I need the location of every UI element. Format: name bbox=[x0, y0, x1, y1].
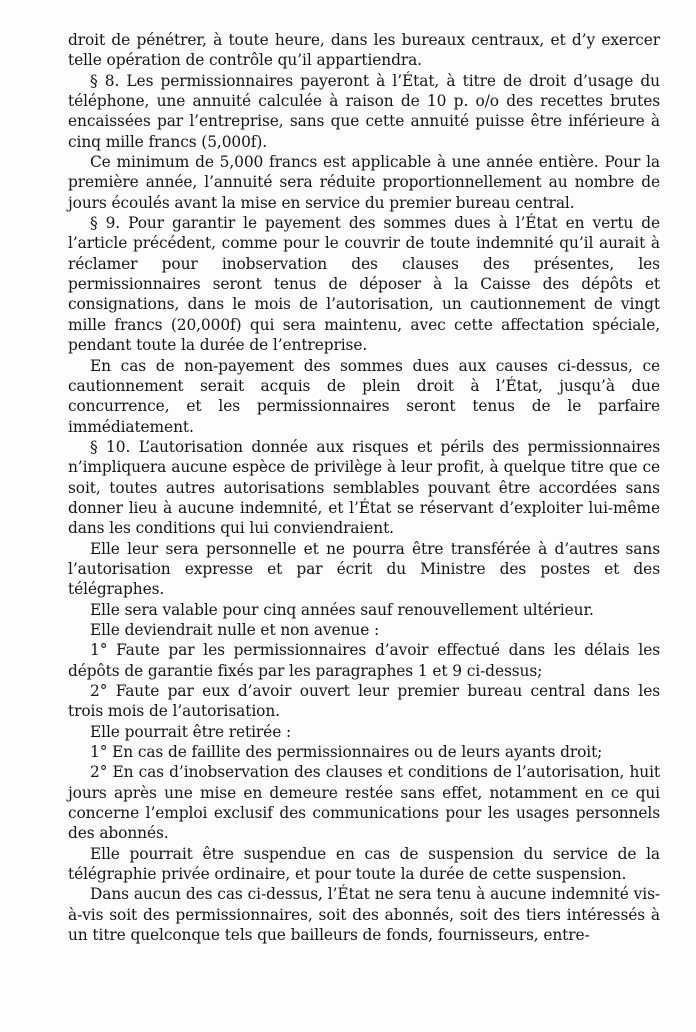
list-item-withdrawn-2: 2° En cas d’inobservation des clauses et conditions de l’autorisation, huit jours après une mise en demeure restée sans effet, notamment en ce qui concerne l’emploi exclusif des communications pour les usages personnels des abonnés. bbox=[68, 763, 660, 843]
paragraph-section-10: § 10. L’autorisation donnée aux risques et périls des permissionnaires n’impliquera aucune espèce de privilège à leur profit, à quelque titre que ce soit, toutes autres autorisations semblables pouvant être accordées sans donner lieu à aucune indemnité, et l’État se réservant d’exploiter lui-même dans les conditions qui lui conviendraient. bbox=[68, 437, 660, 538]
paragraph-section-9: § 9. Pour garantir le payement des sommes dues à l’État en vertu de l’article précédent, comme pour le couvrir de toute indemnité qu’il aurait à réclamer pour inobservation des clauses des présentes, les permissionnaires seront tenus de déposer à la Caisse des dépôts et consignations, dans le mois de l’autorisation, un cautionnement de vingt mille francs (20,000f) qui sera maintenu, avec cette affectation spéciale, pendant toute la durée de l’entreprise. bbox=[68, 214, 660, 355]
list-item-null-2: 2° Faute par eux d’avoir ouvert leur premier bureau central dans les trois mois de l’autorisation. bbox=[68, 682, 660, 721]
paragraph-no-indemnity: Dans aucun des cas ci-dessus, l’État ne sera tenu à aucune indemnité vis-à-vis soit des permissionnaires, soit des abonnés, soit des tiers intéressés à un titre quelconque tels que bailleurs de fonds, fournisseurs, entre- bbox=[68, 885, 660, 945]
paragraph-minimum: Ce minimum de 5,000 francs est applicable à une année entière. Pour la première année, l’annuité sera réduite proportionnellement au nombre de jours écoulés avant la mise en service du premier bureau central. bbox=[68, 153, 660, 212]
document-body bbox=[68, 30, 660, 945]
paragraph-suspended: Elle pourrait être suspendue en cas de suspension du service de la télégraphie privée ordinaire, et pour toute la durée de cette suspension. bbox=[68, 844, 660, 884]
paragraph-non-payment: En cas de non-payement des sommes dues aux causes ci-dessus, ce cautionnement serait acquis de plein droit à l’État, jusqu’à due concurrence, et les permissionnaires seront tenus de le parfaire immédiatement. bbox=[68, 356, 660, 436]
paragraph-personal: Elle leur sera personnelle et ne pourra être transférée à d’autres sans l’autorisation expresse et par écrit du Ministre des postes et des télégraphes. bbox=[68, 539, 660, 599]
paragraph-null-void: Elle deviendrait nulle et non avenue : bbox=[90, 620, 380, 639]
list-item-withdrawn-1: 1° En cas de faillite des permissionnaires ou de leurs ayants droit; bbox=[90, 743, 603, 762]
paragraph-validity: Elle sera valable pour cinq années sauf renouvellement ultérieur. bbox=[90, 600, 594, 619]
list-item-null-1: 1° Faute par les permissionnaires d’avoir effectué dans les délais les dépôts de garantie fixés par les paragraphes 1 et 9 ci-dessus; bbox=[68, 641, 660, 680]
paragraph-withdrawn: Elle pourrait être retirée : bbox=[90, 722, 292, 741]
paragraph-section-8: § 8. Les permissionnaires payeront à l’État, à titre de droit d’usage du téléphone, une annuité calculée à raison de 10 p. o/o des recettes brutes encaissées par l’entreprise, sans que cette annuité puisse être inférieure à cinq mille francs (5,000f). bbox=[68, 71, 660, 151]
paragraph-continued: droit de pénétrer, à toute heure, dans les bureaux centraux, et d’y exercer telle opération de contrôle qu’il appartiendra. bbox=[68, 31, 660, 70]
